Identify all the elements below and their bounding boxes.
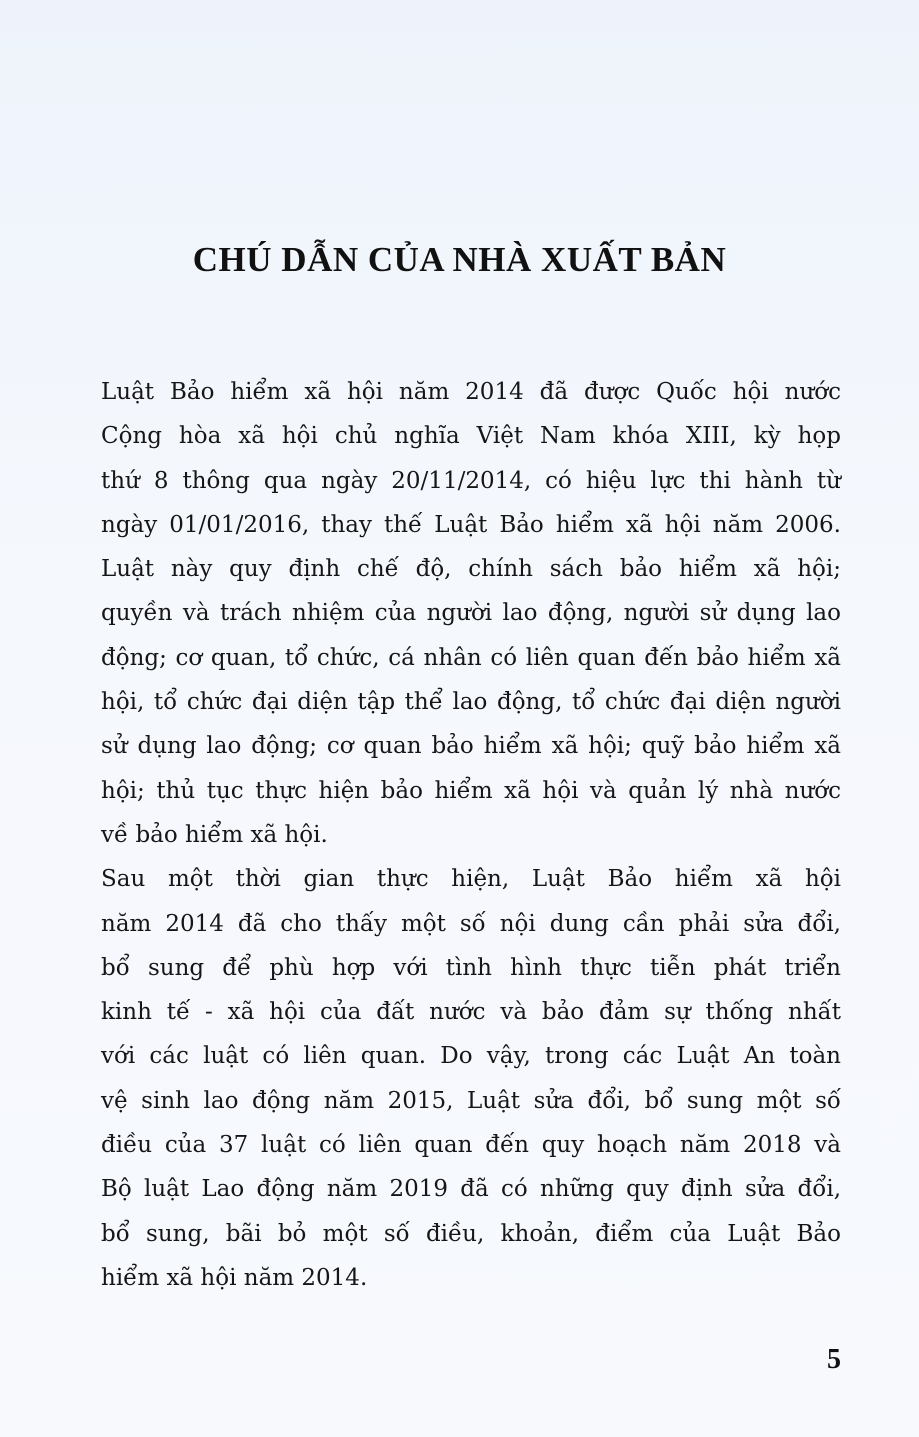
text-line: hội, tổ chức đại diện tập thể lao động, tổ chức đại diện người (101, 689, 841, 716)
text-line: Luật Bảo hiểm xã hội năm 2014 đã được Quốc hội nước (101, 379, 841, 405)
text-line: Luật này quy định chế độ, chính sách bảo hiểm xã hội; (101, 556, 841, 583)
text-line: vệ sinh lao động năm 2015, Luật sửa đổi, bổ sung một số (101, 1087, 841, 1114)
paragraph-2-continued (101, 902, 841, 1301)
text-line: Bộ luật Lao động năm 2019 đã có những quy định sửa đổi, (101, 1176, 841, 1203)
text-line: sử dụng lao động; cơ quan bảo hiểm xã hội; quỹ bảo hiểm xã (101, 733, 841, 760)
text-line: điều của 37 luật có liên quan đến quy hoạch năm 2018 và (101, 1132, 841, 1159)
paragraph-1-continued (101, 414, 841, 857)
text-line: quyền và trách nhiệm của người lao động, người sử dụng lao (101, 600, 841, 627)
text-line: Cộng hòa xã hội chủ nghĩa Việt Nam khóa XIII, kỳ họp (101, 423, 841, 450)
text-line: bổ sung để phù hợp với tình hình thực tiễn phát triển (101, 954, 841, 981)
text-line: động; cơ quan, tổ chức, cá nhân có liên quan đến bảo hiểm xã (101, 644, 841, 671)
text-line: năm 2014 đã cho thấy một số nội dung cần phải sửa đổi, (101, 910, 841, 937)
page-number: 5 (827, 1344, 841, 1375)
text-line: thứ 8 thông qua ngày 20/11/2014, có hiệu lực thi hành từ (101, 467, 841, 494)
text-line: Sau một thời gian thực hiện, Luật Bảo hiểm xã hội (101, 866, 841, 893)
page-title: CHÚ DẪN CỦA NHÀ XUẤT BẢN (192, 240, 727, 279)
text-line: với các luật có liên quan. Do vậy, trong các Luật An toàn (101, 1043, 841, 1070)
text-line: hội; thủ tục thực hiện bảo hiểm xã hội và quản lý nhà nước (101, 777, 841, 804)
paragraph-1 (101, 370, 841, 414)
paragraph-2 (101, 857, 841, 901)
body-text (101, 370, 841, 1300)
text-line: kinh tế - xã hội của đất nước và bảo đảm sự thống nhất (101, 999, 841, 1026)
text-line: về bảo hiểm xã hội. (101, 821, 328, 848)
text-line: ngày 01/01/2016, thay thế Luật Bảo hiểm xã hội năm 2006. (101, 511, 841, 538)
text-line: bổ sung, bãi bỏ một số điều, khoản, điểm của Luật Bảo (101, 1220, 841, 1247)
text-line: hiểm xã hội năm 2014. (101, 1264, 368, 1291)
